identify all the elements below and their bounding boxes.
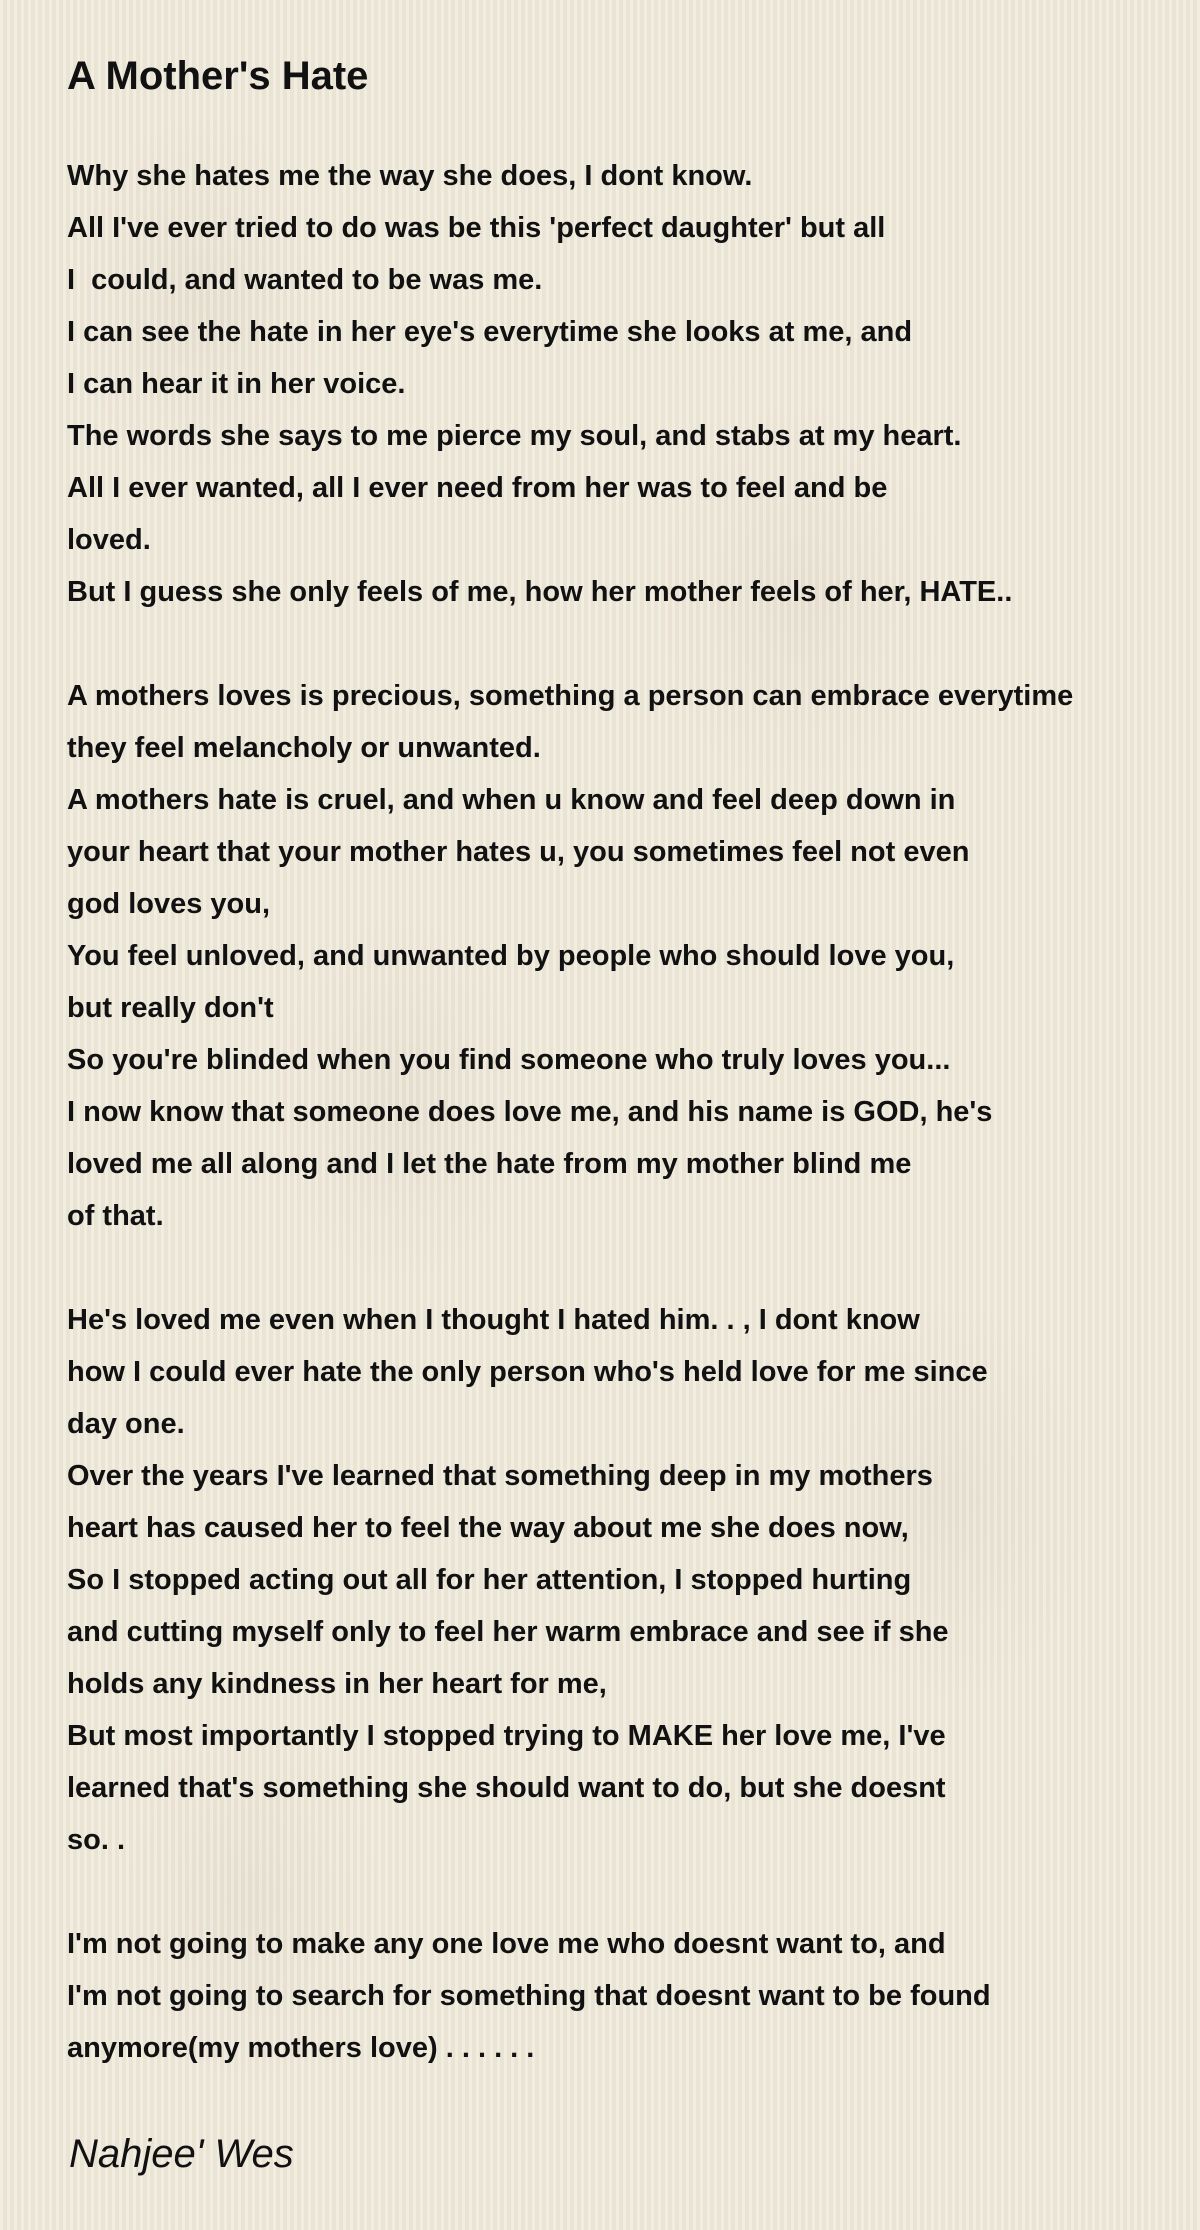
stanza-4 xyxy=(67,1918,1192,2074)
poem-line: loved. xyxy=(67,524,151,556)
poem-line: but really don't xyxy=(67,992,274,1024)
poem-author: Nahjee' Wes xyxy=(69,2132,294,2176)
poem-line: I now know that someone does love me, and his name is GOD, he's xyxy=(67,1096,993,1128)
poem-line: of that. xyxy=(67,1200,164,1232)
poem-body xyxy=(67,150,1192,2126)
poem-line: heart has caused her to feel the way about me she does now, xyxy=(67,1512,909,1544)
poem-line: All I've ever tried to do was be this 'perfect daughter' but all xyxy=(67,212,886,244)
poem-line: The words she says to me pierce my soul, and stabs at my heart. xyxy=(67,420,962,452)
stanza-3 xyxy=(67,1294,1192,1866)
stanza-1 xyxy=(67,150,1192,618)
poem-line: anymore(my mothers love) . . . . . . xyxy=(67,2032,535,2064)
poem-line: and cutting myself only to feel her warm embrace and see if she xyxy=(67,1616,949,1648)
poem-line: A mothers loves is precious, something a person can embrace everytime xyxy=(67,680,1074,712)
poem-line: Why she hates me the way she does, I dont know. xyxy=(67,160,753,192)
poem-line: He's loved me even when I thought I hated him. . , I dont know xyxy=(67,1304,920,1336)
poem-line: A mothers hate is cruel, and when u know and feel deep down in xyxy=(67,784,956,816)
poem-line: loved me all along and I let the hate from my mother blind me xyxy=(67,1148,912,1180)
poem-line: I'm not going to make any one love me who doesnt want to, and xyxy=(67,1928,946,1960)
poem-line: But I guess she only feels of me, how her mother feels of her, HATE.. xyxy=(67,576,1013,608)
poem-line: So you're blinded when you find someone who truly loves you... xyxy=(67,1044,951,1076)
poem-line: I'm not going to search for something that doesnt want to be found xyxy=(67,1980,991,2012)
poem-line: All I ever wanted, all I ever need from her was to feel and be xyxy=(67,472,888,504)
poem-line: I can hear it in her voice. xyxy=(67,368,406,400)
poem-line: learned that's something she should want to do, but she doesnt xyxy=(67,1772,946,1804)
poem-line: your heart that your mother hates u, you sometimes feel not even xyxy=(67,836,970,868)
poem-line: holds any kindness in her heart for me, xyxy=(67,1668,607,1700)
poem-line: I can see the hate in her eye's everytime she looks at me, and xyxy=(67,316,913,348)
poem-line: I could, and wanted to be was me. xyxy=(67,264,543,296)
poem-line: how I could ever hate the only person who's held love for me since xyxy=(67,1356,988,1388)
poem-line: so. . xyxy=(67,1824,126,1856)
poem-line: You feel unloved, and unwanted by people who should love you, xyxy=(67,940,955,972)
poem-line: But most importantly I stopped trying to MAKE her love me, I've xyxy=(67,1720,946,1752)
poem-line: they feel melancholy or unwanted. xyxy=(67,732,541,764)
poem-line: day one. xyxy=(67,1408,185,1440)
poem-line: Over the years I've learned that something deep in my mothers xyxy=(67,1460,933,1492)
stanza-2 xyxy=(67,670,1192,1242)
poem-line: god loves you, xyxy=(67,888,271,920)
poem-title: A Mother's Hate xyxy=(67,54,369,98)
poem-line: So I stopped acting out all for her attention, I stopped hurting xyxy=(67,1564,912,1596)
